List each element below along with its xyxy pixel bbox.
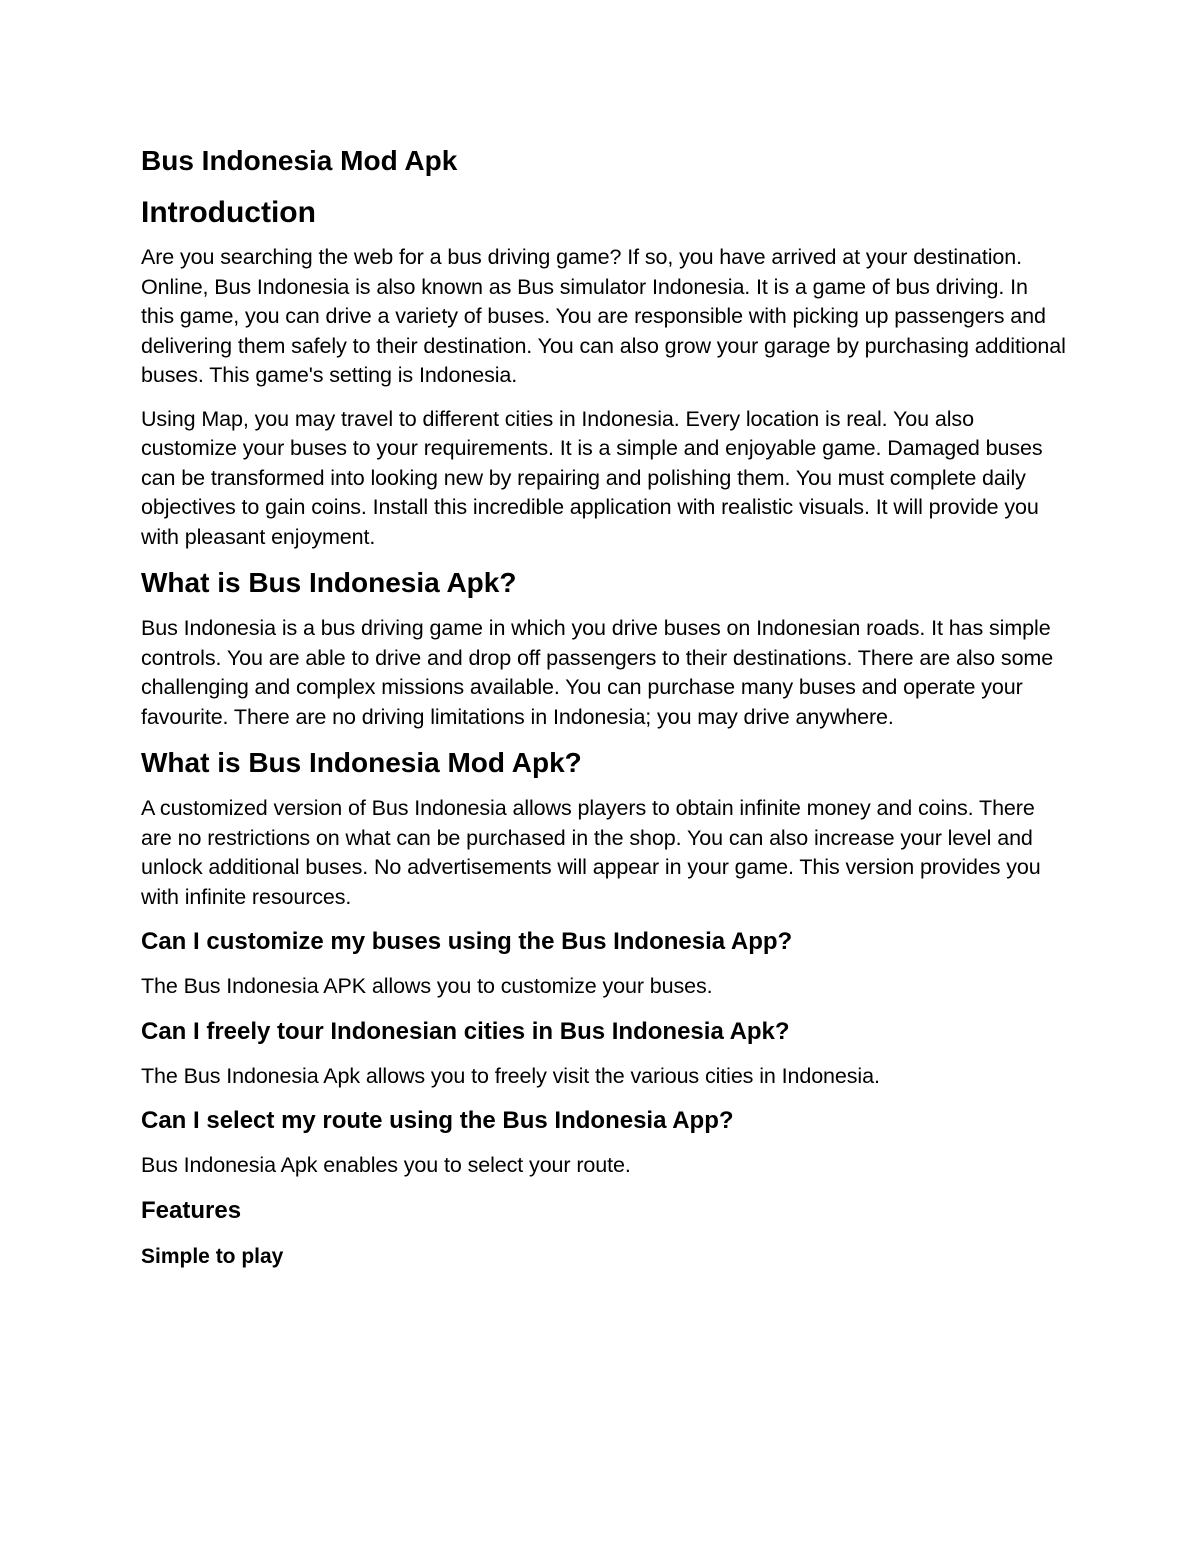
section-heading-introduction: Introduction: [141, 196, 316, 229]
intro-paragraph-1: Are you searching the web for a bus driving game? If so, you have arrived at your destination. Online, Bus Indonesia is also known as Bus simulator Indonesia. It is a game of bus driving. In this game, you can drive a variety of buses. You are responsible with picking up passengers and delivering them safely to their destination. You can also grow your garage by purchasing additional buses. This game's setting is Indonesia.: [141, 245, 1066, 387]
feature-heading-simple-to-play: Simple to play: [141, 1244, 284, 1268]
faq-heading-route: Can I select my route using the Bus Indonesia App?: [141, 1107, 734, 1134]
faq-answer-route: Bus Indonesia Apk enables you to select your route.: [141, 1153, 631, 1177]
section-heading-what-is-mod-apk: What is Bus Indonesia Mod Apk?: [141, 747, 582, 778]
faq-heading-customize: Can I customize my buses using the Bus Indonesia App?: [141, 928, 793, 955]
intro-paragraph-2: Using Map, you may travel to different cities in Indonesia. Every location is real. You also customize your buses to your requirements. It is a simple and enjoyable game. Damaged buses can be transformed into looking new by repairing and polishing them. You must complete daily objectives to gain coins. Install this incredible application with realistic visuals. It will provide you with pleasant enjoyment.: [141, 406, 1043, 549]
document-title: Bus Indonesia Mod Apk: [141, 145, 458, 176]
section-heading-what-is-apk: What is Bus Indonesia Apk?: [141, 567, 517, 598]
what-is-apk-paragraph: Bus Indonesia is a bus driving game in which you drive buses on Indonesian roads. It has simple controls. You are able to drive and drop off passengers to their destinations. There are also some challenging and complex missions available. You can purchase many buses and operate your favourite. There are no driving limitations in Indonesia; you may drive anywhere.: [141, 616, 1054, 729]
document-page: [141, 141, 1066, 1277]
section-heading-features: Features: [141, 1196, 242, 1224]
what-is-mod-apk-paragraph: A customized version of Bus Indonesia allows players to obtain infinite money and coins. There are no restrictions on what can be purchased in the shop. You can also increase your level and unlock additional buses. No advertisements will appear in your game. This version provides you with infinite resources.: [141, 796, 1041, 909]
faq-answer-customize: The Bus Indonesia APK allows you to customize your buses.: [141, 974, 713, 998]
faq-heading-tour: Can I freely tour Indonesian cities in Bus Indonesia Apk?: [141, 1017, 790, 1045]
faq-answer-tour: The Bus Indonesia Apk allows you to freely visit the various cities in Indonesia.: [141, 1063, 880, 1088]
